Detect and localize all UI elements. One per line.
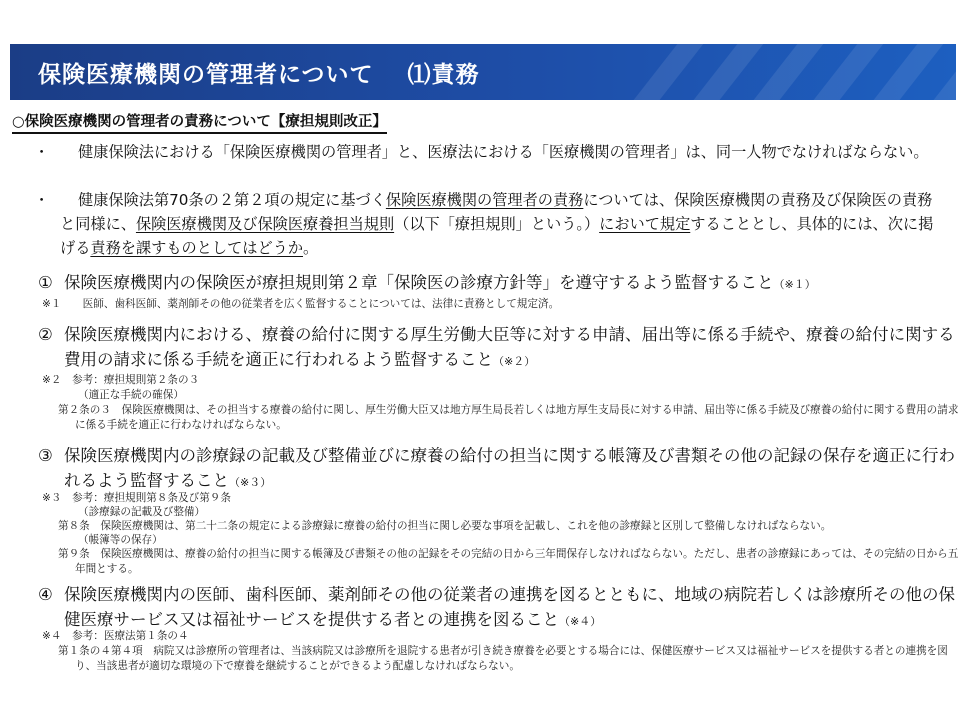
- item-number: ②: [38, 325, 53, 344]
- duty-item-3: [38, 443, 958, 495]
- bullet-2-underlined: において規定: [599, 215, 691, 233]
- page-title-sub: ⑴責務: [407, 62, 480, 88]
- item-note-ref: （※１）: [773, 278, 816, 291]
- note-4-line-2: 第１条の４第４項 病院又は診療所の管理者は、当該病院又は診療所を退院する患者が引き続き療養を必要とする場合には、保健医療サービス又は福祉サービスを提供する者との連携を図り、当該患者が適切な環境の下で療養を継続することができるよう配慮しなければならない。: [58, 645, 948, 672]
- bullet-2: [34, 188, 938, 260]
- note-3-line-3: 第８条 保険医療機関は、第二十二条の規定による診療録に療養の給付の担当に関し必要な事項を記載し、これを他の診療録と区別して整備しなければならない。: [58, 520, 832, 532]
- item-text: [38, 582, 958, 634]
- item-note-ref: （※３）: [229, 476, 272, 489]
- note-3-line-1: ※３ 参考：療担規則第８条及び第９条: [42, 492, 231, 504]
- item-number: ③: [38, 446, 53, 465]
- bullet-2-part: （以下「療担規則」という。）: [394, 215, 600, 233]
- note-1-line-1: ※１ 医師、歯科医師、薬剤師その他の従業者を広く監督することについては、法律に責務として規定済。: [42, 298, 560, 310]
- note-3-line-5: 第９条 保険医療機関は、療養の給付の担当に関する帳簿及び書類その他の記録をその完結の日から三年間保存しなければならない。ただし、患者の診療録にあっては、その完結の日から五年間とする。: [58, 548, 959, 575]
- bullet-2-part: 。: [303, 239, 319, 257]
- bullet-1-text: 健康保険法における「保険医療機関の管理者」と、医療法における「医療機関の管理者」は、同一人物でなければならない。: [78, 143, 929, 161]
- note-4-line-1: ※４ 参考：医療法第１条の４: [42, 630, 189, 642]
- bullet-2-part: 健康保険法第70条の２第２項の規定に基づく: [78, 191, 386, 209]
- item-number: ④: [38, 585, 53, 604]
- bullet-2-part: することとし、具体的には、次に掲げる: [60, 215, 934, 257]
- bullet-2-underlined: 責務を課すものとしてはどうか: [90, 239, 303, 257]
- item-body: 保険医療機関内の医師、歯科医師、薬剤師その他の従業者の連携を図るとともに、地域の病院若しくは診療所その他の保健医療サービス又は福祉サービスを提供する者との連携を図ること: [64, 585, 955, 629]
- title-banner: [10, 44, 956, 100]
- duty-item-2: [38, 322, 958, 374]
- item-number: ①: [38, 273, 53, 292]
- bullet-dot: ・: [34, 191, 50, 209]
- duty-item-1: [38, 270, 958, 297]
- item-body: 保険医療機関内の保険医が療担規則第２章「保険医の診療方針等」を遵守するよう監督すること: [64, 273, 774, 292]
- bullet-2-text: [38, 188, 938, 260]
- note-2-line-3: 第２条の３ 保険医療機関は、その担当する療養の給付に関し、厚生労働大臣又は地方厚生局長若しくは地方厚生支局長に対する申請、届出等に係る手続及び療養の給付に関する費用の請求に係る手続を適正に行わなければならない。: [58, 404, 959, 431]
- bullet-1: [34, 140, 938, 164]
- item-body: 保険医療機関内の診療録の記載及び整備並びに療養の給付の担当に関する帳簿及び書類その他の記録の保存を適正に行われるよう監督すること: [64, 446, 955, 490]
- bullet-2-part: については、保険医療機関の責務及び保険医の責務と同様に、: [60, 191, 933, 233]
- item-note-ref: （※４）: [559, 615, 602, 628]
- note-2-line-1: ※２ 参考：療担規則第２条の３: [42, 374, 200, 386]
- note-3-line-4: （帳簿等の保存）: [78, 534, 163, 546]
- item-text: [38, 322, 958, 374]
- item-body: 保険医療機関内における、療養の給付に関する厚生労働大臣等に対する申請、届出等に係る手続や、療養の給付に関する費用の請求に係る手続を適正に行われるよう監督すること: [64, 325, 955, 369]
- section-heading: ○保険医療機関の管理者の責務について【療担規則改正】: [12, 110, 387, 134]
- note-2-line-2: （適正な手続の確保）: [78, 389, 184, 401]
- item-note-ref: （※２）: [493, 355, 536, 368]
- item-text: [38, 270, 958, 297]
- bullet-2-underlined: 保険医療機関及び保険医療養担当規則: [135, 215, 395, 233]
- bullet-dot: ・: [34, 143, 50, 161]
- page-title: [38, 56, 480, 89]
- duty-item-4: [38, 582, 958, 634]
- note-3-line-2: （診療録の記載及び整備）: [78, 506, 206, 518]
- page-title-main: 保険医療機関の管理者について: [38, 62, 374, 88]
- item-text: [38, 443, 958, 495]
- bullet-2-underlined: 保険医療機関の管理者の責務: [385, 191, 584, 209]
